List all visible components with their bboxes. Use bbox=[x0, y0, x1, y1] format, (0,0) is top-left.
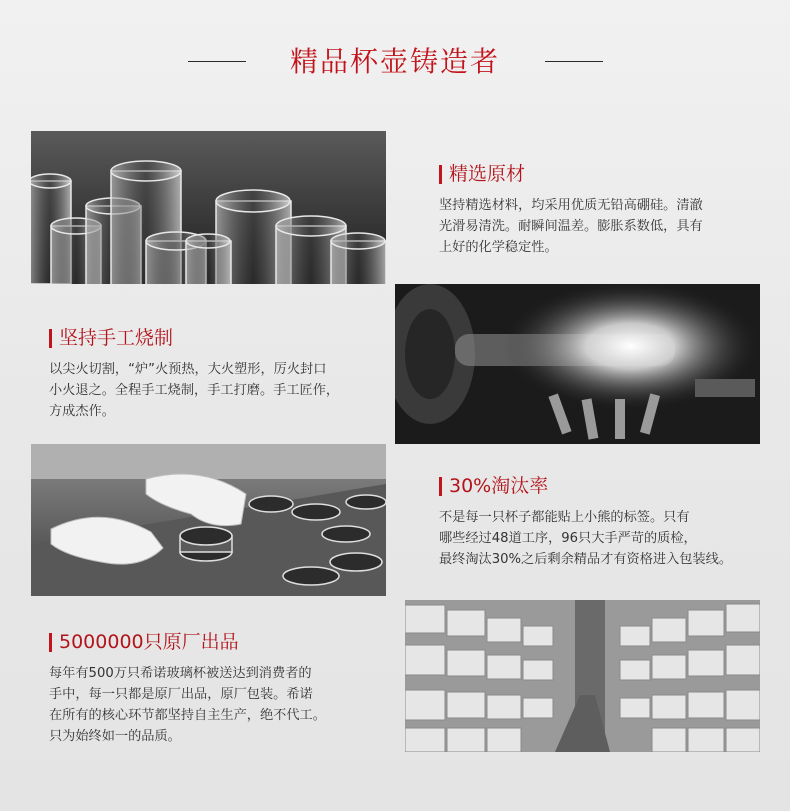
section-body bbox=[49, 663, 326, 747]
title-divider-right bbox=[545, 61, 603, 62]
body-line: 以尖火切割，“炉”火预热，大火塑形，厉火封口 bbox=[49, 362, 327, 377]
body-line: 不是每一只杯子都能贴上小熊的标签。只有 bbox=[439, 510, 690, 525]
section-body bbox=[439, 195, 703, 258]
body-line: 坚持精选材料，均采用优质无铅高硼硅。清澈 bbox=[439, 198, 703, 213]
section-elimination-rate bbox=[439, 474, 732, 570]
page-title: 精品杯壶铸造者 bbox=[289, 45, 500, 78]
section-heading: 5000000只原厂出品 bbox=[49, 630, 326, 654]
body-line: 小火退之。全程手工烧制，手工打磨。手工匠作， bbox=[49, 383, 340, 398]
body-line: 最终淘汰30%之后剩余精品才有资格进入包装线。 bbox=[439, 552, 733, 567]
body-line: 方成杰作。 bbox=[49, 404, 115, 419]
photo-quality-inspection bbox=[31, 444, 386, 596]
photo-glass-blowing bbox=[395, 284, 760, 444]
body-line: 只为始终如一的品质。 bbox=[49, 729, 181, 744]
body-line: 每年有500万只希诺玻璃杯被送达到消费者的 bbox=[49, 666, 312, 681]
body-line: 上好的化学稳定性。 bbox=[439, 240, 558, 255]
section-heading: 精选原材 bbox=[439, 162, 703, 186]
body-line: 在所有的核心环节都坚持自主生产，绝不代工。 bbox=[49, 708, 326, 723]
body-line: 光滑易清洗。耐瞬间温差。膨胀系数低，具有 bbox=[439, 219, 703, 234]
photo-glass-tubes bbox=[31, 131, 386, 284]
section-materials bbox=[439, 162, 703, 258]
section-handmade bbox=[49, 326, 339, 422]
body-line: 哪些经过48道工序，96只大手严苛的质检， bbox=[439, 531, 697, 546]
section-body bbox=[439, 507, 732, 570]
section-heading: 30%淘汰率 bbox=[439, 474, 732, 498]
body-line: 手中，每一只都是原厂出品，原厂包装。希诺 bbox=[49, 687, 313, 702]
section-factory-output bbox=[49, 630, 326, 747]
section-heading: 坚持手工烧制 bbox=[49, 326, 339, 350]
section-body bbox=[49, 359, 339, 422]
photo-warehouse bbox=[405, 600, 760, 752]
